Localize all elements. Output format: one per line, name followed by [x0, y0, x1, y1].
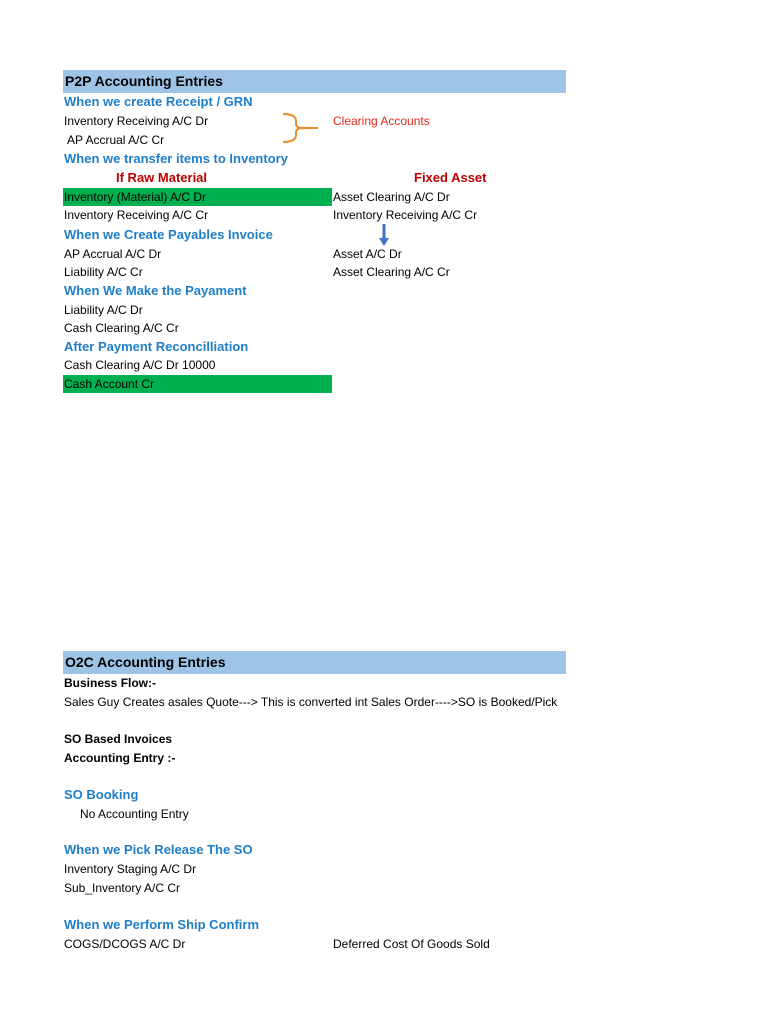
fa-line-2: Inventory Receiving A/C Cr — [333, 208, 478, 222]
raw-line-2: Inventory Receiving A/C Cr — [64, 208, 209, 222]
recon-line-2: Cash Account Cr — [64, 377, 155, 391]
fixed-asset-heading: Fixed Asset — [414, 170, 487, 185]
raw-line-1: Inventory (Material) A/C Dr — [64, 190, 207, 204]
fa-line-4: Asset Clearing A/C Cr — [333, 265, 450, 279]
fa-line-1: Asset Clearing A/C Dr — [333, 190, 450, 204]
accounting-entry-label: Accounting Entry :- — [64, 751, 176, 765]
clearing-accounts-note: Clearing Accounts — [333, 114, 430, 128]
transfer-heading: When we transfer items to Inventory — [64, 151, 288, 166]
invoice-line-1: AP Accrual A/C Dr — [64, 247, 162, 261]
payment-line-2: Cash Clearing A/C Cr — [64, 321, 179, 335]
recon-line-1: Cash Clearing A/C Dr 10000 — [64, 358, 216, 372]
so-invoices-label: SO Based Invoices — [64, 732, 173, 746]
ship-confirm-heading: When we Perform Ship Confirm — [64, 917, 260, 932]
so-booking-heading: SO Booking — [64, 787, 139, 802]
invoice-heading: When we Create Payables Invoice — [64, 227, 273, 242]
curly-brace-icon — [280, 111, 320, 145]
raw-material-heading: If Raw Material — [116, 170, 208, 185]
business-flow-text: Sales Guy Creates asales Quote---> This is converted int Sales Order---->SO is Booked/Pick — [64, 695, 558, 709]
ship-note: Deferred Cost Of Goods Sold — [333, 937, 490, 951]
payment-line-1: Liability A/C Dr — [64, 303, 143, 317]
down-arrow-icon — [376, 223, 392, 247]
receipt-line-2: AP Accrual A/C Cr — [67, 133, 165, 147]
receipt-line-1: Inventory Receiving A/C Dr — [64, 114, 209, 128]
pick-release-heading: When we Pick Release The SO — [64, 842, 253, 857]
payment-heading: When We Make the Payament — [64, 283, 247, 298]
recon-heading: After Payment Reconcilliation — [64, 339, 249, 354]
receipt-heading: When we create Receipt / GRN — [64, 94, 253, 109]
pick-line-1: Inventory Staging A/C Dr — [64, 862, 197, 876]
invoice-line-2: Liability A/C Cr — [64, 265, 143, 279]
fa-line-3: Asset A/C Dr — [333, 247, 402, 261]
business-flow-label: Business Flow:- — [64, 676, 157, 690]
so-booking-line: No Accounting Entry — [80, 807, 189, 821]
o2c-title: O2C Accounting Entries — [65, 654, 226, 670]
pick-line-2: Sub_Inventory A/C Cr — [64, 881, 181, 895]
p2p-title: P2P Accounting Entries — [65, 73, 223, 89]
ship-line-1: COGS/DCOGS A/C Dr — [64, 937, 186, 951]
